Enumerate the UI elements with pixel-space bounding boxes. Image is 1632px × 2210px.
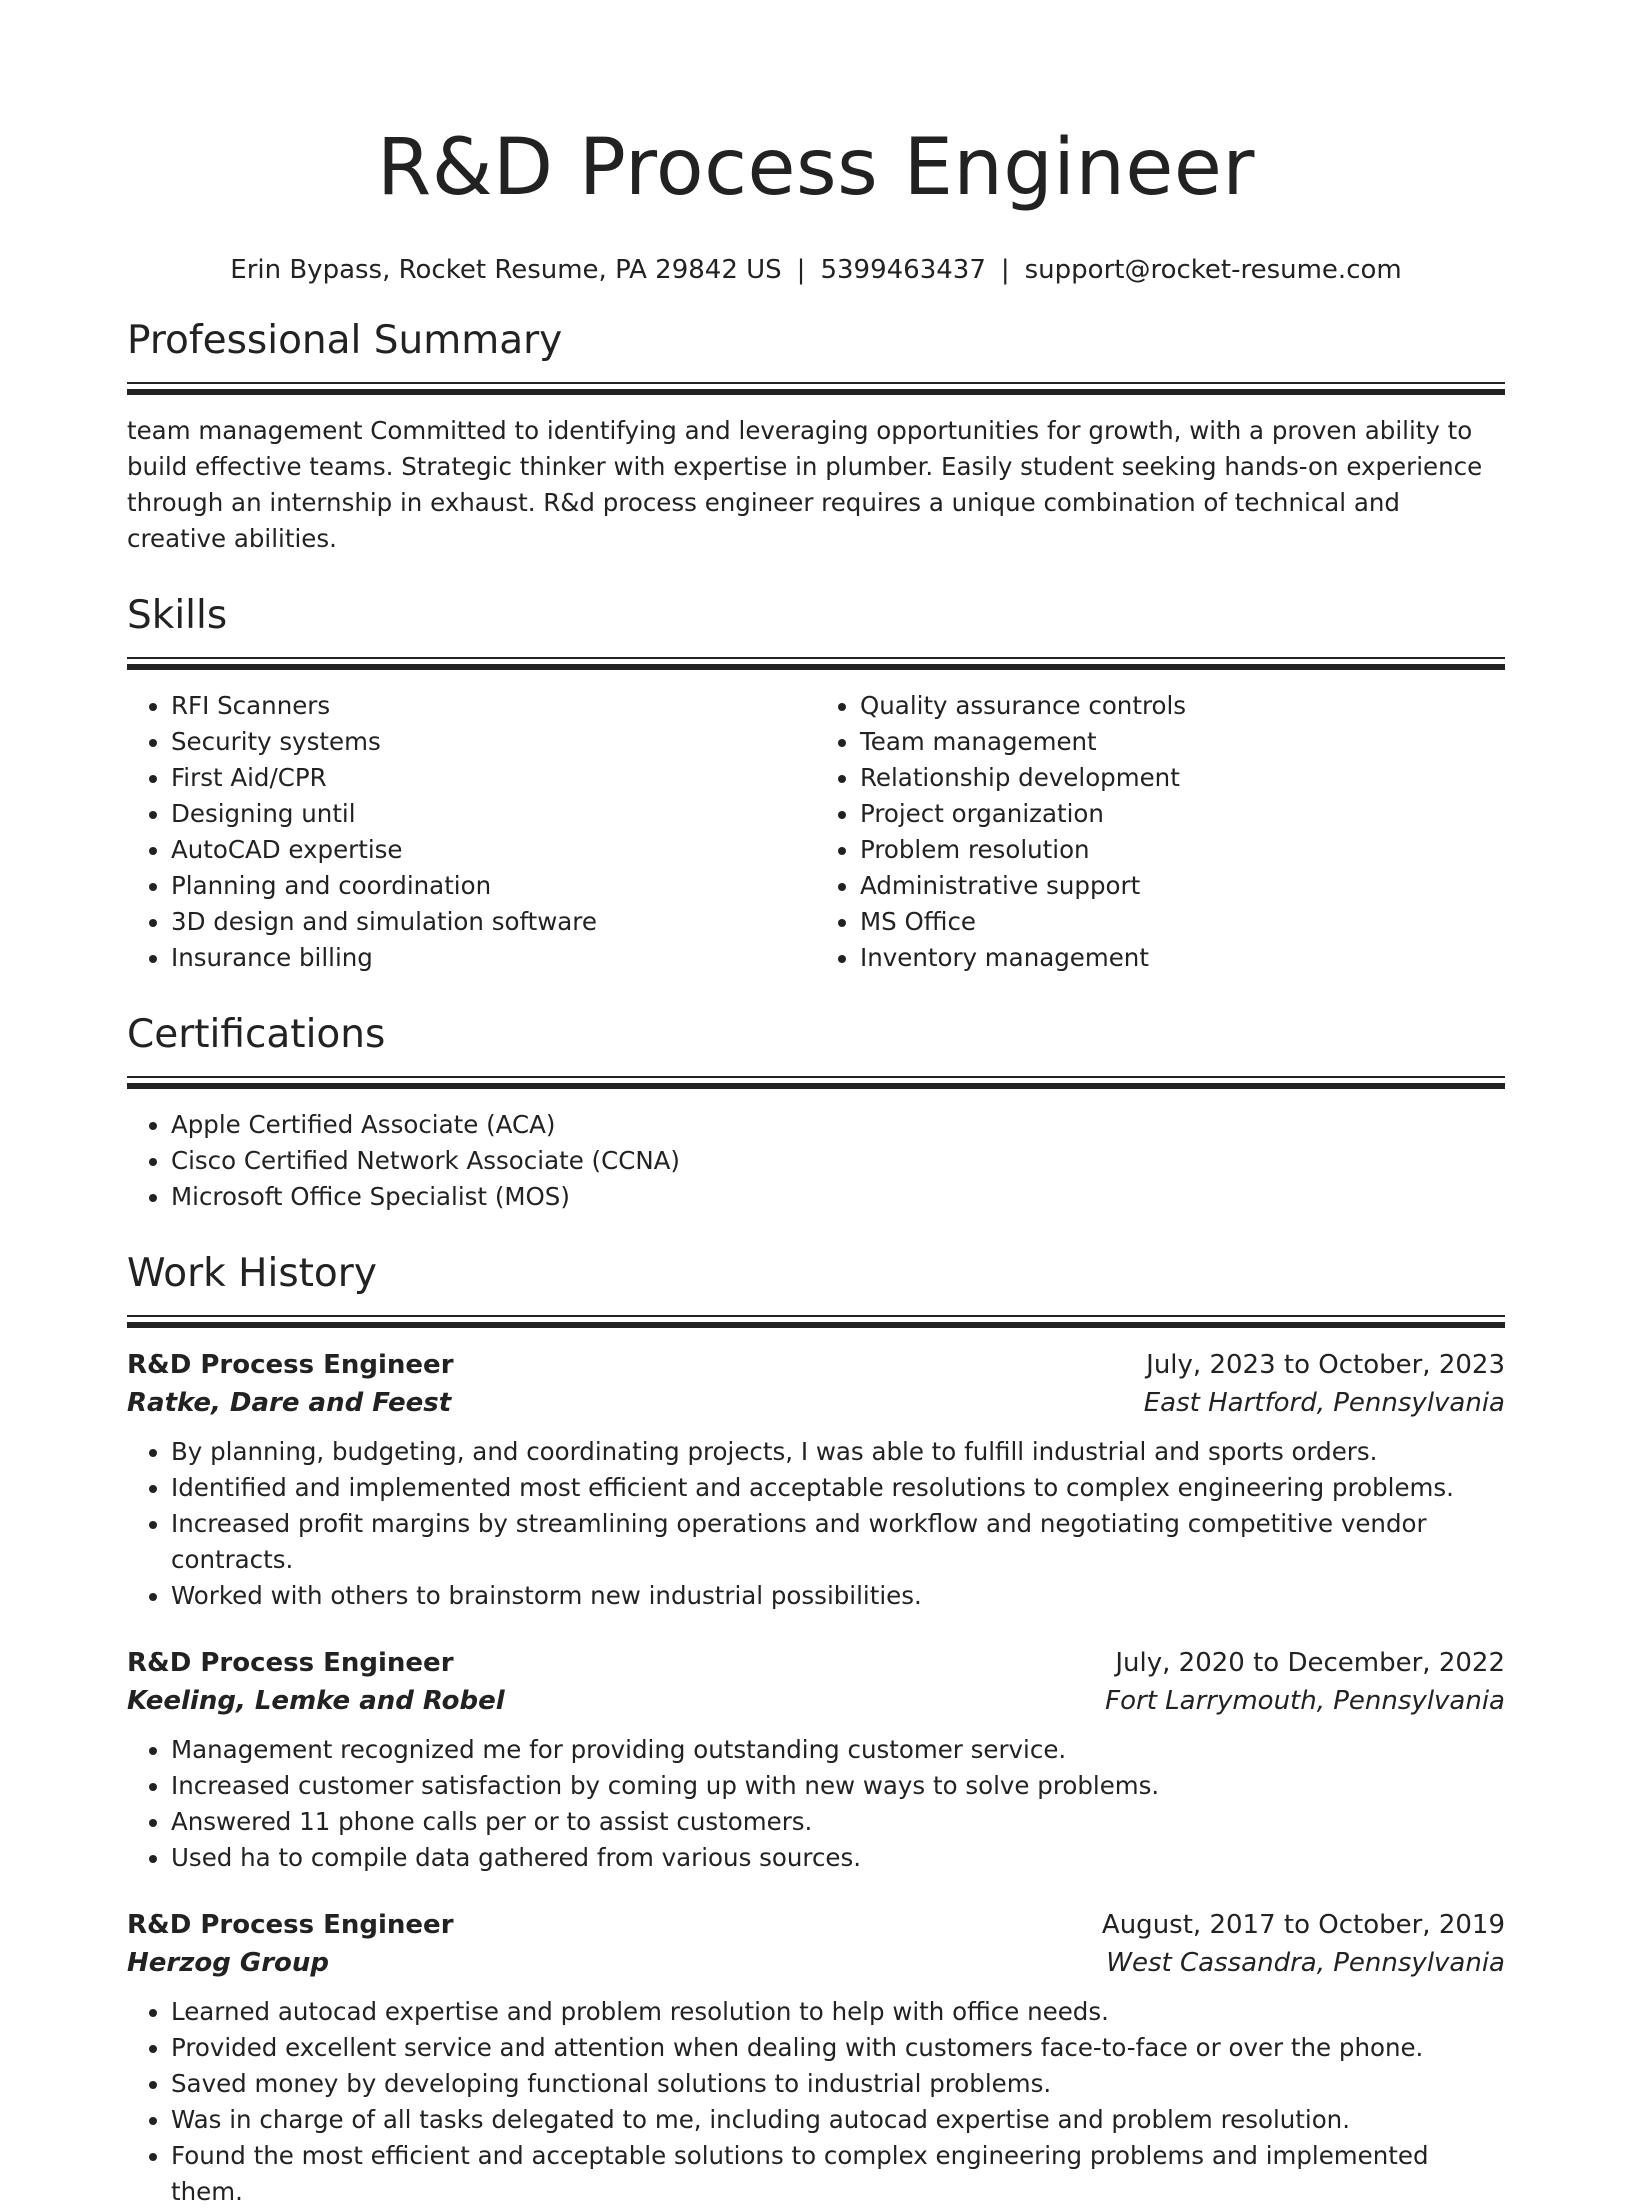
summary-text: team management Committed to identifying and leveraging opportunities for growth, with a proven ability to build effective teams. Strategic thinker with expertise in plumber. Easily student seeking hands-on experience through an internship in exhaust. R&d process engineer requires a unique combination of technical and creative abilities.	[127, 416, 1483, 553]
job-bullet: • Learned autocad expertise and problem resolution to help with office needs.	[171, 1994, 1505, 2030]
job-entry	[127, 1346, 1505, 1614]
skill-item: • 3D design and simulation software	[171, 904, 816, 940]
job-dates: August, 2017 to October, 2019	[1101, 1910, 1505, 1940]
skill-item: • First Aid/CPR	[171, 760, 816, 796]
skills-list-left	[127, 688, 816, 976]
skill-item: • Insurance billing	[171, 940, 816, 976]
certification-item: • Cisco Certified Network Associate (CCNA)	[171, 1143, 1505, 1179]
job-company: Herzog Group	[127, 1948, 330, 1978]
skill-item: • Quality assurance controls	[860, 688, 1505, 724]
skill-item: • Security systems	[171, 724, 816, 760]
section-divider	[127, 657, 1505, 670]
job-bullet: • Answered 11 phone calls per or to assist customers.	[171, 1804, 1505, 1840]
work-history-section	[127, 1251, 1505, 2210]
section-divider	[127, 1076, 1505, 1089]
professional-summary-section	[127, 318, 1505, 557]
contact-address: Erin Bypass, Rocket Resume, PA 29842 US	[230, 255, 782, 285]
certifications-section	[127, 1012, 1505, 1215]
certification-item: • Microsoft Office Specialist (MOS)	[171, 1179, 1505, 1215]
job-bullets	[127, 1994, 1505, 2210]
skill-item: • Inventory management	[860, 940, 1505, 976]
job-bullet: • By planning, budgeting, and coordinating projects, I was able to fulfill industrial and sports orders.	[171, 1434, 1505, 1470]
job-header-row	[127, 1346, 1505, 1384]
job-company-row	[127, 1944, 1505, 1982]
job-bullet: • Management recognized me for providing outstanding customer service.	[171, 1732, 1505, 1768]
section-heading: Skills	[127, 593, 228, 638]
section-divider	[127, 382, 1505, 395]
contact-line	[127, 252, 1505, 288]
contact-separator: |	[1000, 255, 1010, 285]
section-heading: Certifications	[127, 1012, 386, 1057]
contact-phone: 5399463437	[820, 255, 986, 285]
contact-email: support@rocket-resume.com	[1024, 255, 1402, 285]
job-list	[127, 1346, 1505, 2210]
job-bullet: • Was in charge of all tasks delegated to me, including autocad expertise and problem resolution.	[171, 2102, 1505, 2138]
job-location: West Cassandra, Pennsylvania	[1106, 1948, 1505, 1978]
job-bullet: • Provided excellent service and attention when dealing with customers face-to-face or over the phone.	[171, 2030, 1505, 2066]
job-bullet: • Increased customer satisfaction by coming up with new ways to solve problems.	[171, 1768, 1505, 1804]
job-dates: July, 2020 to December, 2022	[1115, 1648, 1505, 1678]
job-location: Fort Larrymouth, Pennsylvania	[1105, 1686, 1505, 1716]
job-header-row	[127, 1906, 1505, 1944]
skill-item: • Project organization	[860, 796, 1505, 832]
job-dates: July, 2023 to October, 2023	[1146, 1350, 1505, 1380]
skills-list-right	[816, 688, 1505, 976]
skill-item: • MS Office	[860, 904, 1505, 940]
certifications-list	[127, 1107, 1505, 1215]
job-title: R&D Process Engineer	[127, 1648, 454, 1678]
job-bullet: • Identified and implemented most efficient and acceptable resolutions to complex engineering problems.	[171, 1470, 1505, 1506]
skills-columns	[127, 688, 1505, 976]
job-company-row	[127, 1384, 1505, 1422]
certification-item: • Apple Certified Associate (ACA)	[171, 1107, 1505, 1143]
job-title: R&D Process Engineer	[127, 1910, 454, 1940]
section-divider	[127, 1315, 1505, 1328]
job-bullet: • Worked with others to brainstorm new industrial possibilities.	[171, 1578, 1505, 1614]
job-location: East Hartford, Pennsylvania	[1143, 1388, 1505, 1418]
job-bullets	[127, 1434, 1505, 1614]
job-company: Ratke, Dare and Feest	[127, 1388, 452, 1418]
skill-item: • RFI Scanners	[171, 688, 816, 724]
job-bullet: • Found the most efficient and acceptable solutions to complex engineering problems and implemented them.	[171, 2138, 1505, 2210]
job-bullet: • Saved money by developing functional solutions to industrial problems.	[171, 2066, 1505, 2102]
skill-item: • AutoCAD expertise	[171, 832, 816, 868]
skills-section	[127, 593, 1505, 976]
section-heading: Work History	[127, 1251, 377, 1296]
contact-separator: |	[796, 255, 806, 285]
skill-item: • Planning and coordination	[171, 868, 816, 904]
job-title: R&D Process Engineer	[127, 1350, 454, 1380]
skill-item: • Designing until	[171, 796, 816, 832]
job-bullets	[127, 1732, 1505, 1876]
skill-item: • Team management	[860, 724, 1505, 760]
section-heading: Professional Summary	[127, 318, 563, 363]
skill-item: • Problem resolution	[860, 832, 1505, 868]
job-entry	[127, 1906, 1505, 2210]
job-header-row	[127, 1644, 1505, 1682]
job-bullet: • Increased profit margins by streamlining operations and workflow and negotiating competitive vendor contracts.	[171, 1506, 1505, 1578]
job-company: Keeling, Lemke and Robel	[127, 1686, 505, 1716]
resume-title: R&D Process Engineer	[377, 123, 1255, 213]
job-company-row	[127, 1682, 1505, 1720]
skill-item: • Relationship development	[860, 760, 1505, 796]
job-entry	[127, 1644, 1505, 1876]
job-bullet: • Used ha to compile data gathered from various sources.	[171, 1840, 1505, 1876]
skill-item: • Administrative support	[860, 868, 1505, 904]
